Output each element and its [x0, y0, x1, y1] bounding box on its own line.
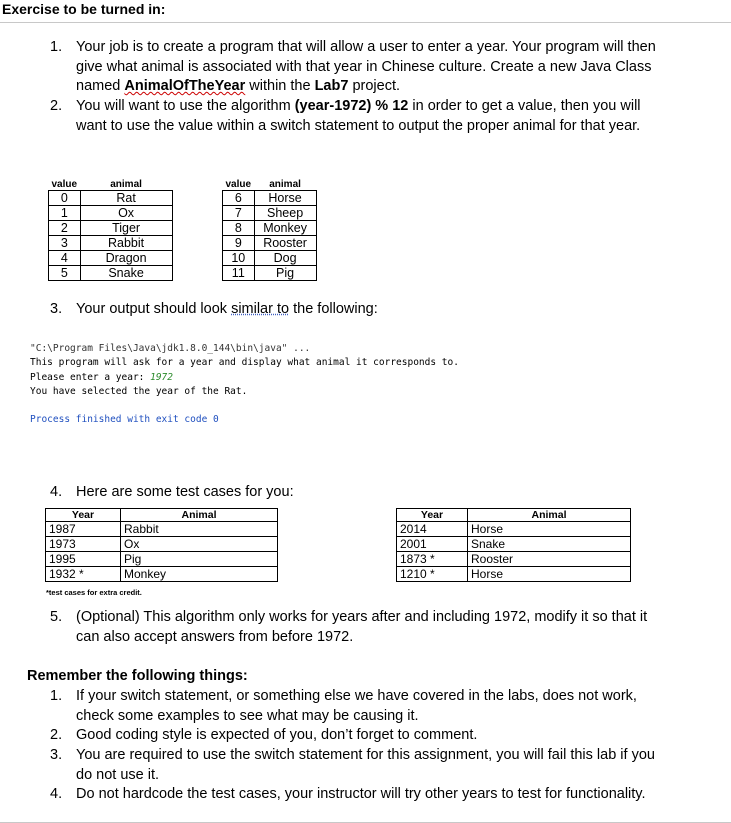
table-row: 2014 Horse	[397, 522, 631, 537]
step-text: Your job is to create a program that will allow a user to enter a year. Your program will then give what animal is associated with that year in Chinese culture. Create a new Java Class named AnimalOfTheYear within the Lab7 project.	[76, 39, 656, 94]
header-divider	[0, 22, 731, 23]
table-header-row	[46, 509, 278, 522]
step-number: 4.	[50, 484, 63, 500]
table-row: 3 Rabbit	[49, 236, 173, 251]
column-header: value	[223, 179, 255, 191]
console-prompt-line: Please enter a year: 1972	[30, 371, 173, 383]
step-3	[50, 300, 660, 320]
step-4	[50, 483, 660, 503]
column-header: Animal	[468, 509, 631, 522]
project-name: Lab7	[314, 78, 349, 94]
remember-item-1: 1. If your switch statement, or something else we have covered in the labs, does not work, check some examples to see what may be causing it.	[50, 688, 637, 724]
step-number: 3.	[50, 301, 63, 317]
console-line: This program will ask for a year and display what animal it corresponds to.	[30, 357, 459, 369]
table-row: 0 Rat	[49, 191, 173, 206]
table-row: 1873 * Rooster	[397, 552, 631, 567]
table-row: 1210 * Horse	[397, 567, 631, 582]
column-header: value	[49, 179, 81, 191]
extra-credit-footnote: *test cases for extra credit.	[46, 588, 142, 597]
table-row: 1 Ox	[49, 206, 173, 221]
step-number: 1.	[50, 39, 63, 55]
console-exit-line: Process finished with exit code 0	[30, 414, 219, 426]
table-row: 6 Horse	[223, 191, 317, 206]
step-text: Here are some test cases for you:	[76, 484, 294, 500]
table-row: 2001 Snake	[397, 537, 631, 552]
column-header: animal	[80, 179, 172, 191]
table-row: 9 Rooster	[223, 236, 317, 251]
algorithm: (year-1972) % 12	[294, 98, 409, 114]
step-number: 5.	[50, 609, 63, 625]
column-header: animal	[254, 179, 316, 191]
table-row: 11 Pig	[223, 266, 317, 281]
remember-item-2: 2. Good coding style is expected of you, don’t forget to comment.	[50, 727, 478, 743]
step-text: You will want to use the algorithm (year-1972) % 12 in order to get a value, then you will want to use the value within a switch statement to output the proper animal for that year.	[76, 98, 641, 134]
table-header-row	[397, 509, 631, 522]
remember-item-3: 3. You are required to use the switch statement for this assignment, you will fail this lab if you do not use it.	[50, 747, 655, 783]
remember-item-4: 4. Do not hardcode the test cases, your instructor will try other years to test for functionality.	[50, 786, 646, 802]
console-output	[30, 342, 459, 428]
table-row: 8 Monkey	[223, 221, 317, 236]
page-title: Exercise to be turned in:	[2, 1, 166, 17]
column-header: Year	[46, 509, 121, 522]
table-row: 1973 Ox	[46, 537, 278, 552]
column-header: Animal	[121, 509, 278, 522]
console-path-line: "C:\Program Files\Java\jdk1.8.0_144\bin\java" ...	[30, 343, 311, 354]
step-2	[50, 97, 660, 157]
step-number: 2.	[50, 98, 63, 114]
table-row: 5 Snake	[49, 266, 173, 281]
table-row: 10 Dog	[223, 251, 317, 266]
table-row: 1987 Rabbit	[46, 522, 278, 537]
column-header: Year	[397, 509, 468, 522]
remember-heading: Remember the following things:	[27, 668, 248, 684]
table-row: 2 Tiger	[49, 221, 173, 236]
test-cases-table-right	[396, 508, 631, 582]
animal-table-left	[48, 179, 173, 281]
table-row: 1995 Pig	[46, 552, 278, 567]
step-5	[50, 608, 660, 648]
test-cases-table-left	[45, 508, 278, 582]
step-text: Your output should look similar to the following:	[76, 301, 378, 317]
table-header-row	[223, 179, 317, 191]
animal-table-right	[222, 179, 317, 281]
table-row: 4 Dragon	[49, 251, 173, 266]
step-1	[50, 38, 660, 98]
console-user-input: 1972	[150, 371, 173, 383]
table-header-row	[49, 179, 173, 191]
table-row: 1932 * Monkey	[46, 567, 278, 582]
table-row: 7 Sheep	[223, 206, 317, 221]
step-text: (Optional) This algorithm only works for years after and including 1972, modify it so that it can also accept answers from before 1972.	[76, 609, 648, 645]
console-result-line: You have selected the year of the Rat.	[30, 385, 248, 397]
class-name: AnimalOfTheYear	[124, 78, 246, 94]
